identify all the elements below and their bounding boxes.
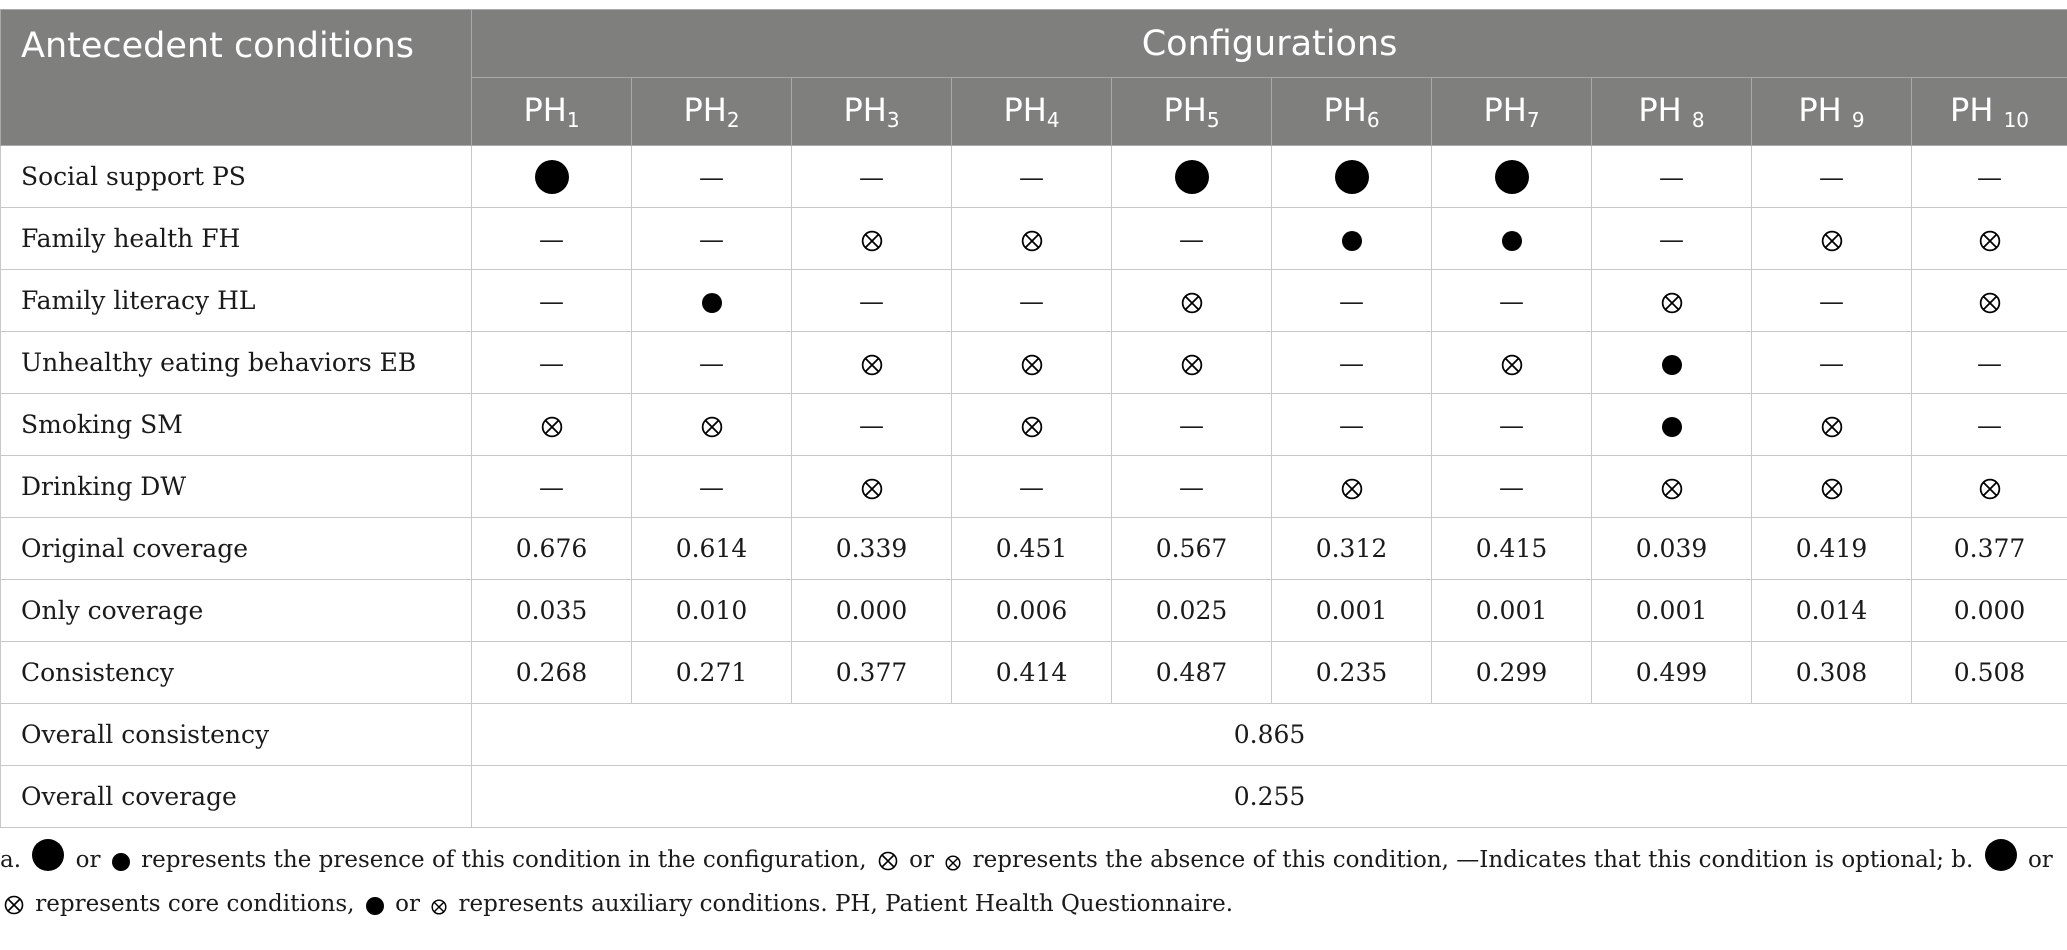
metric-value: 0.487 [1112,642,1272,704]
metric-value: 0.614 [632,518,792,580]
optional-dash: — [1659,163,1684,192]
condition-cell [632,332,792,394]
column-header-ph10 [1912,78,2067,146]
column-header-subscript: 2 [726,108,740,132]
metric-value: 0.414 [952,642,1112,704]
condition-cell [1112,394,1272,456]
condition-row [1,456,2067,518]
metric-value: 0.014 [1752,580,1912,642]
large-filled-circle-icon [1175,160,1209,194]
column-header-ph7 [1432,78,1592,146]
optional-dash: — [1499,411,1524,440]
metric-row [1,580,2067,642]
condition-row [1,394,2067,456]
condition-cell [1272,332,1432,394]
condition-label: Drinking DW [1,456,472,518]
large-filled-circle-icon [32,839,64,871]
metric-label: Consistency [1,642,472,704]
small-filled-circle-icon [702,293,722,313]
optional-dash: — [1819,163,1844,192]
optional-dash: — [859,163,884,192]
circled-times-icon [4,895,24,915]
condition-cell [1112,146,1272,208]
condition-cell [1752,208,1912,270]
condition-cell [472,332,632,394]
antecedent-conditions-header: Antecedent conditions [1,10,472,146]
optional-dash: — [1499,287,1524,316]
optional-dash: — [539,287,564,316]
circled-times-icon [861,478,883,500]
condition-label: Social support PS [1,146,472,208]
table-header [1,10,2067,146]
small-filled-circle-icon [1662,355,1682,375]
metric-value: 0.312 [1272,518,1432,580]
condition-cell [952,332,1112,394]
circled-times-icon [1821,416,1843,438]
note-text-8: or [387,891,428,917]
optional-dash: — [1339,287,1364,316]
column-header-base: PH [1950,91,2004,129]
condition-cell [1592,332,1752,394]
column-header-subscript: 8 [1691,108,1705,132]
note-text-2: or [68,847,108,873]
metric-value: 0.025 [1112,580,1272,642]
large-filled-circle-icon [535,160,569,194]
small-filled-circle-icon [366,897,384,915]
column-header-subscript: 4 [1046,108,1060,132]
condition-cell [472,208,632,270]
condition-cell [1272,146,1432,208]
condition-label: Unhealthy eating behaviors EB [1,332,472,394]
metric-label: Only coverage [1,580,472,642]
circled-times-icon [1021,416,1043,438]
condition-row [1,332,2067,394]
metric-value: 0.000 [1912,580,2067,642]
condition-cell [1432,332,1592,394]
metric-value: 0.377 [792,642,952,704]
column-header-subscript: 1 [566,108,580,132]
optional-dash: — [699,349,724,378]
metric-row [1,518,2067,580]
optional-dash: — [1977,163,2003,192]
optional-dash: — [1179,225,1204,254]
condition-cell [1432,394,1592,456]
optional-dash: — [1339,349,1364,378]
note-text-4: or [901,847,942,873]
circled-times-icon [1661,478,1683,500]
condition-cell [952,456,1112,518]
metric-value: 0.339 [792,518,952,580]
condition-cell [952,394,1112,456]
column-header-base: PH [1638,91,1692,129]
circled-times-icon [1821,230,1843,252]
optional-dash: — [1659,225,1684,254]
condition-cell [1272,456,1432,518]
column-header-ph4 [952,78,1112,146]
condition-cell [632,208,792,270]
optional-dash: — [1819,287,1844,316]
small-filled-circle-icon [112,853,130,871]
circled-times-icon [1181,292,1203,314]
small-filled-circle-icon [1502,231,1522,251]
condition-cell [1752,456,1912,518]
column-header-base: PH [843,91,887,129]
column-header-ph3 [792,78,952,146]
table-body [1,146,2067,828]
condition-cell [632,270,792,332]
optional-dash: — [539,349,564,378]
column-header-ph6 [1272,78,1432,146]
condition-cell [472,394,632,456]
column-header-subscript: 5 [1206,108,1220,132]
column-header-subscript: 6 [1366,108,1380,132]
overall-row [1,704,2067,766]
condition-cell [952,208,1112,270]
column-header-ph1 [472,78,632,146]
condition-cell [1752,394,1912,456]
condition-cell [1112,270,1272,332]
condition-cell [1432,456,1592,518]
optional-dash: — [1019,287,1044,316]
metric-label: Original coverage [1,518,472,580]
configuration-table [0,9,2067,828]
condition-cell [472,456,632,518]
optional-dash: — [1819,349,1844,378]
column-header-base: PH [1483,91,1527,129]
optional-dash: — [699,225,724,254]
overall-label: Overall consistency [1,704,472,766]
optional-dash: — [859,287,884,316]
metric-value: 0.001 [1272,580,1432,642]
large-filled-circle-icon [1985,839,2017,871]
circled-times-small-icon [945,855,961,871]
condition-cell [632,456,792,518]
metric-value: 0.268 [472,642,632,704]
column-header-base: PH [1798,91,1852,129]
configuration-table-container [0,9,2067,828]
metric-value: 0.419 [1752,518,1912,580]
circled-times-icon [861,354,883,376]
condition-row [1,146,2067,208]
metric-value: 0.451 [952,518,1112,580]
circled-times-icon [541,416,563,438]
column-header-base: PH [1163,91,1207,129]
condition-cell [1752,270,1912,332]
column-header-ph5 [1112,78,1272,146]
note-text-5: represents the absence of this condition, —Indicates that this condition is optional; b. [965,847,1981,873]
column-header-base: PH [683,91,727,129]
metric-value: 0.001 [1432,580,1592,642]
condition-row [1,208,2067,270]
metric-value: 0.035 [472,580,632,642]
metric-value: 0.271 [632,642,792,704]
optional-dash: — [1499,473,1524,502]
condition-cell [1272,270,1432,332]
optional-dash: — [539,473,564,502]
optional-dash: — [1019,163,1044,192]
condition-cell [952,146,1112,208]
note-text-3: represents the presence of this condition in the configuration, [133,847,874,873]
overall-value: 0.255 [472,766,2067,828]
configurations-header: Configurations [472,10,2067,78]
condition-cell [1592,394,1752,456]
metric-value: 0.567 [1112,518,1272,580]
condition-cell [1752,146,1912,208]
condition-cell [1272,394,1432,456]
circled-times-icon [861,230,883,252]
column-header-base: PH [1003,91,1047,129]
metric-value: 0.039 [1592,518,1752,580]
condition-cell [1432,270,1592,332]
condition-row [1,270,2067,332]
optional-dash: — [699,163,724,192]
condition-label: Family literacy HL [1,270,472,332]
metric-value: 0.001 [1592,580,1752,642]
condition-cell [792,394,952,456]
optional-dash: — [1179,411,1204,440]
circled-times-icon [1661,292,1683,314]
metric-value: 0.299 [1432,642,1592,704]
metric-value: 0.508 [1912,642,2067,704]
condition-cell [632,394,792,456]
circled-times-small-icon [431,899,447,915]
condition-cell [1592,208,1752,270]
optional-dash: — [1179,473,1204,502]
condition-cell [792,332,952,394]
condition-cell [1912,270,2067,332]
condition-cell [1432,208,1592,270]
column-header-ph8 [1592,78,1752,146]
optional-dash: — [859,411,884,440]
circled-times-icon [1341,478,1363,500]
condition-cell [1112,456,1272,518]
condition-cell [1592,146,1752,208]
large-filled-circle-icon [1335,160,1369,194]
condition-cell [792,270,952,332]
condition-cell [632,146,792,208]
metric-value: 0.010 [632,580,792,642]
metric-value: 0.415 [1432,518,1592,580]
metric-value: 0.000 [792,580,952,642]
condition-label: Family health FH [1,208,472,270]
condition-cell [1912,208,2067,270]
note-text-7: represents core conditions, [28,891,362,917]
metric-row [1,642,2067,704]
column-header-base: PH [1323,91,1367,129]
small-filled-circle-icon [1342,231,1362,251]
circled-times-icon [1979,292,2001,314]
metric-value: 0.676 [472,518,632,580]
condition-cell [1592,270,1752,332]
circled-times-icon [1501,354,1523,376]
note-text-9: represents auxiliary conditions. PH, Patient Health Questionnaire. [451,891,1234,917]
table-footnote [0,838,2067,926]
overall-row [1,766,2067,828]
column-header-base: PH [523,91,567,129]
metric-value: 0.377 [1912,518,2067,580]
condition-cell [1912,146,2067,208]
optional-dash: — [1977,411,2003,440]
condition-cell [1752,332,1912,394]
large-filled-circle-icon [1495,160,1529,194]
condition-cell [472,270,632,332]
condition-cell [1432,146,1592,208]
overall-value: 0.865 [472,704,2067,766]
optional-dash: — [539,225,564,254]
condition-cell [792,456,952,518]
circled-times-icon [1021,230,1043,252]
column-header-ph9 [1752,78,1912,146]
column-header-subscript: 3 [886,108,900,132]
circled-times-icon [1181,354,1203,376]
column-header-ph2 [632,78,792,146]
circled-times-icon [701,416,723,438]
column-header-subscript: 7 [1526,108,1540,132]
condition-cell [1112,208,1272,270]
small-filled-circle-icon [1662,417,1682,437]
condition-cell [1272,208,1432,270]
condition-cell [472,146,632,208]
condition-cell [1112,332,1272,394]
metric-value: 0.006 [952,580,1112,642]
column-header-subscript: 10 [2003,108,2030,132]
condition-label: Smoking SM [1,394,472,456]
circled-times-icon [1821,478,1843,500]
condition-cell [1912,394,2067,456]
condition-cell [792,146,952,208]
optional-dash: — [699,473,724,502]
optional-dash: — [1977,349,2003,378]
note-text-6: or [2020,847,2053,873]
metric-value: 0.308 [1752,642,1912,704]
column-header-subscript: 9 [1851,108,1865,132]
circled-times-icon [1979,230,2001,252]
circled-times-icon [878,851,898,871]
condition-cell [1592,456,1752,518]
condition-cell [1912,456,2067,518]
optional-dash: — [1019,473,1044,502]
optional-dash: — [1339,411,1364,440]
condition-cell [1912,332,2067,394]
circled-times-icon [1021,354,1043,376]
condition-cell [952,270,1112,332]
metric-value: 0.235 [1272,642,1432,704]
condition-cell [792,208,952,270]
circled-times-icon [1979,478,2001,500]
overall-label: Overall coverage [1,766,472,828]
metric-value: 0.499 [1592,642,1752,704]
note-text-1: a. [0,847,29,873]
